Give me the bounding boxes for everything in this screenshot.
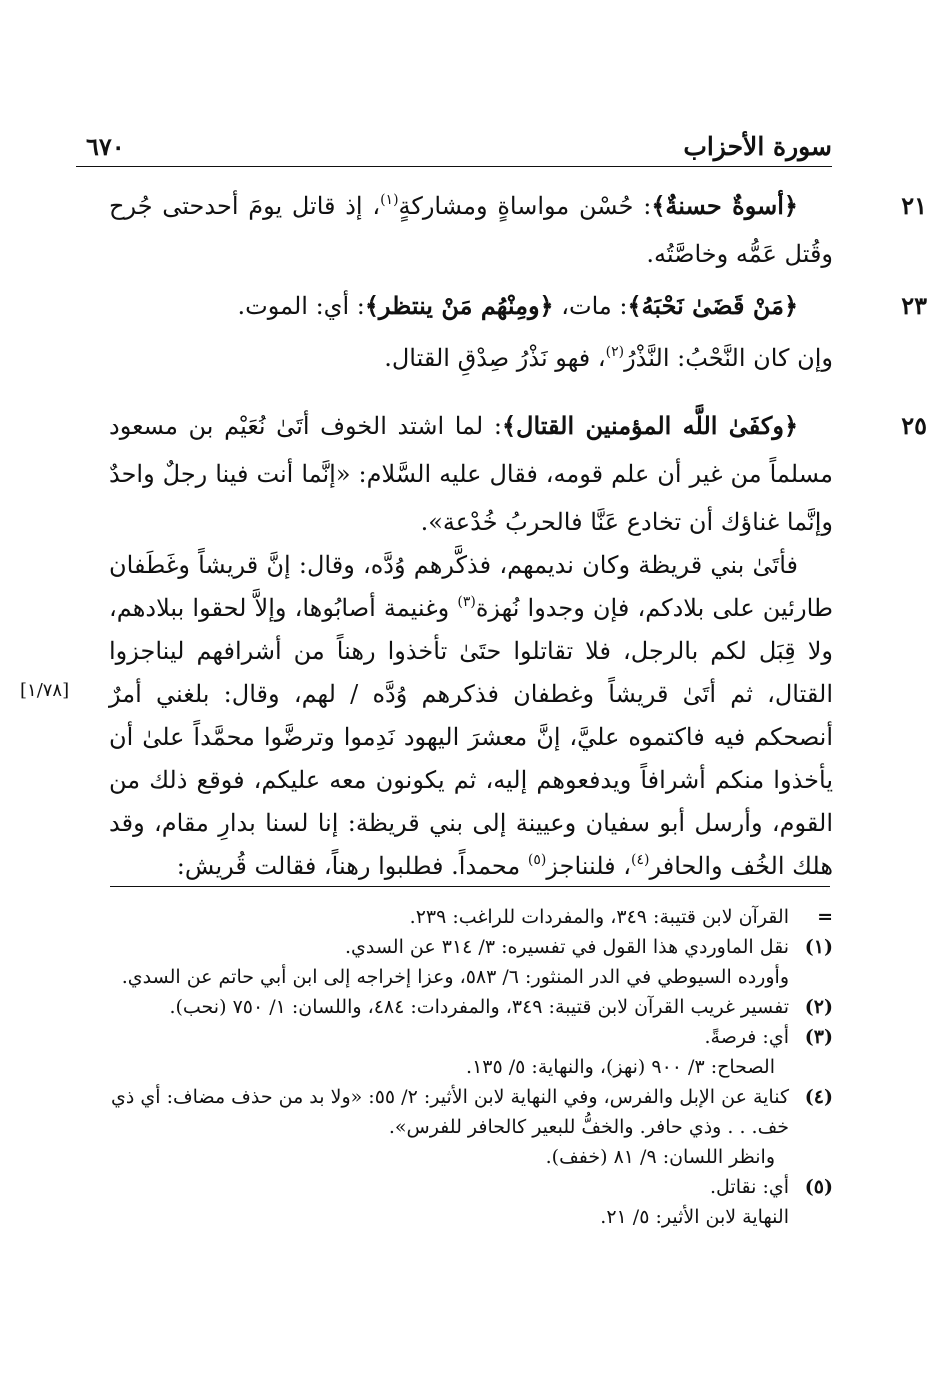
entry-text [109, 282, 833, 330]
footnote-number: (٢) [804, 996, 833, 1018]
quran-quote: ﴿أسوةٌ حسنةٌ﴾ [651, 191, 798, 220]
footnote [111, 932, 833, 992]
entry-text [109, 182, 833, 278]
paragraph-part-1: فأتَىٰ بني قريظة وكان نديمهم، فذكَّرهم وُدَّه، وقال: إنَّ قريشاً وغَطَفان طارئين على بلادكم، فإن وجدوا نُهزة [109, 551, 833, 622]
entry-text-b: : أي: الموت. [237, 292, 365, 320]
footnote-line: وانظر اللسان: ٩/ ٨١ (خفف). [545, 1146, 775, 1168]
quran-quote: ﴿وكفَىٰ اللَّه المؤمنين القتال﴾ [501, 411, 799, 440]
quran-quote: ﴿مَنْ قَضَىٰ نَحْبَهُ﴾ [627, 291, 798, 320]
quran-quote-2: ﴿ومِنْهُم مَنْ ينتظر﴾ [364, 291, 554, 320]
footnote-ref: (٥) [527, 852, 547, 868]
footnote-ref: (١) [380, 192, 399, 208]
footnote-ref: (٤) [631, 852, 650, 868]
footnote-line: النهاية لابن الأثير: ٥/ ٢١. [600, 1206, 789, 1228]
footnote [111, 1022, 833, 1082]
footnote-number: = [817, 906, 833, 928]
header-rule [76, 166, 832, 167]
entry-text-a: : مات، [553, 292, 628, 320]
page-header [76, 128, 832, 168]
verse-number-text: ٢١ [901, 191, 927, 220]
entry-line-2 [109, 334, 833, 382]
entry-text-a: : حُسْن مواساةٍ ومشاركةٍ [398, 192, 652, 220]
paragraph-part-3: ، فلنناجز [546, 852, 632, 880]
entry-text [109, 402, 833, 546]
footnote-line: أي: فرصةً. [704, 1026, 789, 1048]
footnote-line: وأورده السيوطي في الدر المنثور: ٦/ ٥٨٣، وعزا إخراجه إلى ابن أبي حاتم عن السدي. [121, 966, 789, 988]
footnote-ref: (٢) [605, 344, 625, 360]
footnote-line: أي: نقاتل. [710, 1176, 789, 1198]
main-paragraph [109, 544, 833, 888]
footnote-ref: (٣) [457, 594, 476, 610]
entry-text-a: : لما اشتد الخوف أتَىٰ نُعَيْم بن مسعود مسلماً من غير أن علم قومه، فقال عليه السَّلام: «إنَّما أنت فينا رجلٌ واحدٌ وإنَّما غناؤك أن تخادع عَنَّا فالحربُ خُدْعة». [109, 412, 833, 536]
footnote-number: (١) [804, 936, 833, 958]
paragraph-part-2: وغنيمة أصابُوها، وإلاَّ لحقوا ببلادهم، ولا قِبَل لكم بالرجل، فلا تقاتلوا حتَىٰ تأخذوا رهناً من أشرافهم ليناجزوا القتال، ثم أتَىٰ قريشاً وغطفان فذكرهم وُدَّه / لهم، وقال: بلغني أمرٌ أنصحكم فيه فاكتموه عليَّ، إنَّ معشرَ اليهود نَدِموا وترضَّوا محمَّداً علىٰ أن يأخذوا منكم أشرافاً ويدفعوهم إليه، ثم يكونون معه عليكم، فوقع ذلك من القوم، وأرسل أبو سفيان وعيينة إلى بني قريظة: إنا لسنا بدارِ مقام، وقد هلك الخُف والحافر [109, 594, 833, 880]
verse-number-text: ٢٣ [901, 291, 927, 320]
entry-verse-23 [109, 282, 833, 382]
footnote-number: (٤) [804, 1086, 833, 1108]
entry-verse-25 [109, 402, 833, 546]
footnote [111, 992, 833, 1022]
footnote [111, 1082, 833, 1172]
footnote [111, 1172, 833, 1232]
entry-line-2b: ، فهو نَذْرُ صِدْقِ القتال. [384, 344, 606, 372]
footnote-line: كناية عن الإبل والفرس، وفي النهاية لابن الأثير: ٢/ ٥٥: «ولا بد من حذف مضاف: أي ذي خف. . . وذي حافر. والخفُّ للبعير كالحافر للفرس». [111, 1086, 789, 1138]
footnotes [111, 902, 833, 1232]
margin-folio-note: [١/٧٨] [20, 680, 70, 701]
verse-number-text: ٢٥ [901, 411, 927, 440]
footnote [111, 902, 833, 932]
paragraph-text [109, 544, 833, 888]
paragraph-part-4: محمداً. فطلبوا رهناً، فقالت قُريش: [176, 852, 528, 880]
footnote-rule [110, 886, 830, 887]
footnote-number: (٥) [804, 1176, 833, 1198]
footnote-line: نقل الماوردي هذا القول في تفسيره: ٣/ ٣١٤ عن السدي. [344, 936, 789, 958]
footnote-line: القرآن لابن قتيبة: ٣٤٩، والمفردات للراغب: ٢٣٩. [409, 906, 789, 928]
footnote-line: الصحاح: ٣/ ٩٠٠ (نهز)، والنهاية: ٥/ ١٣٥. [466, 1056, 775, 1078]
surah-title: سورة الأحزاب [683, 132, 832, 161]
entry-verse-21 [109, 182, 833, 278]
entry-text-b: ، إذ قاتل يومَ أحدحتى جُرح وقُتل عَمُّه وخاصَّتُه. [109, 192, 833, 268]
footnote-line: تفسير غريب القرآن لابن قتيبة: ٣٤٩، والمفردات: ٤٨٤، واللسان: ١/ ٧٥٠ (نحب). [169, 996, 789, 1018]
footnote-number: (٣) [804, 1026, 833, 1048]
entry-line-2a: وإن كان النَّحْبُ: النَّذْرُ [624, 344, 833, 372]
page-number: ٦٧٠ [86, 132, 125, 161]
